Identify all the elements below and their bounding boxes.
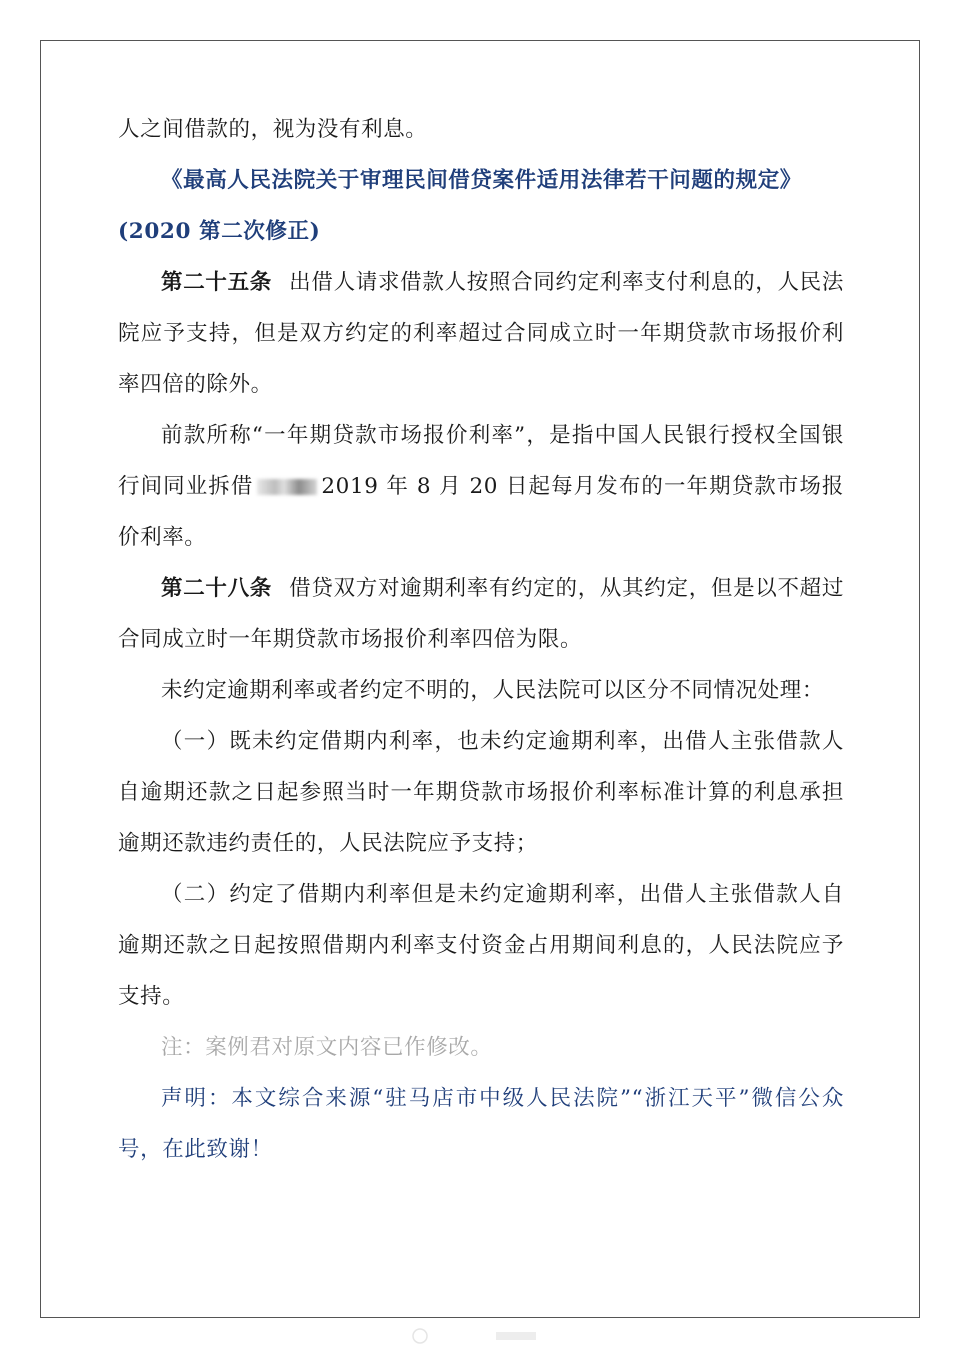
intro-line: 人之间借款的，视为没有利息。: [118, 117, 428, 142]
article-28-paragraph: [118, 563, 844, 665]
document-body: [118, 104, 844, 1175]
item-1-paragraph: （一）既未约定借期内利率，也未约定逾期利率，出借人主张借款人自逾期还款之日起参照当时一年期贷款市场报价利率标准计算的利息承担逾期还款违约责任的，人民法院应予支持；: [118, 729, 844, 856]
article-28-label: 第二十八条: [161, 576, 272, 601]
note-paragraph: 注：案例君对原文内容已作修改。: [161, 1035, 493, 1060]
item-2-paragraph: （二）约定了借期内利率但是未约定逾期利率，出借人主张借款人自逾期还款之日起按照借期内利率支付资金占用期间利息的，人民法院应予支持。: [118, 882, 844, 1009]
article-25-label: 第二十五条: [161, 270, 272, 295]
article-28-text: 借贷双方对逾期利率有约定的，从其约定，但是以不超过合同成立时一年期贷款市场报价利率四倍为限。: [118, 576, 844, 652]
law-subtitle: (2020 第二次修正): [118, 219, 321, 244]
watermark-icon: [408, 1326, 548, 1346]
unspecified-paragraph: 未约定逾期利率或者约定不明的，人民法院可以区分不同情况处理：: [161, 678, 825, 703]
article-25-paragraph: [118, 257, 844, 410]
redacted-blur: [257, 479, 317, 495]
article-25-text: 出借人请求借款人按照合同约定利率支付利息的，人民法院应予支持，但是双方约定的利率超过合同成立时一年期贷款市场报价利率四倍的除外。: [118, 270, 844, 397]
statement-paragraph: 声明：本文综合来源“驻马店市中级人民法院”“浙江天平”微信公众号，在此致谢！: [118, 1086, 844, 1162]
law-title: 《最高人民法院关于审理民间借贷案件适用法律若干问题的规定》: [161, 168, 802, 193]
definition-text-a: 前款所称“一年期贷款市场报价利率”，是指中国人民银行授权全国银行间同业拆借: [118, 423, 844, 499]
definition-paragraph: [118, 410, 844, 563]
definition-text-b: 2019 年 8 月 20 日起每月发布的一年期贷款市场报价利率。: [118, 474, 845, 550]
